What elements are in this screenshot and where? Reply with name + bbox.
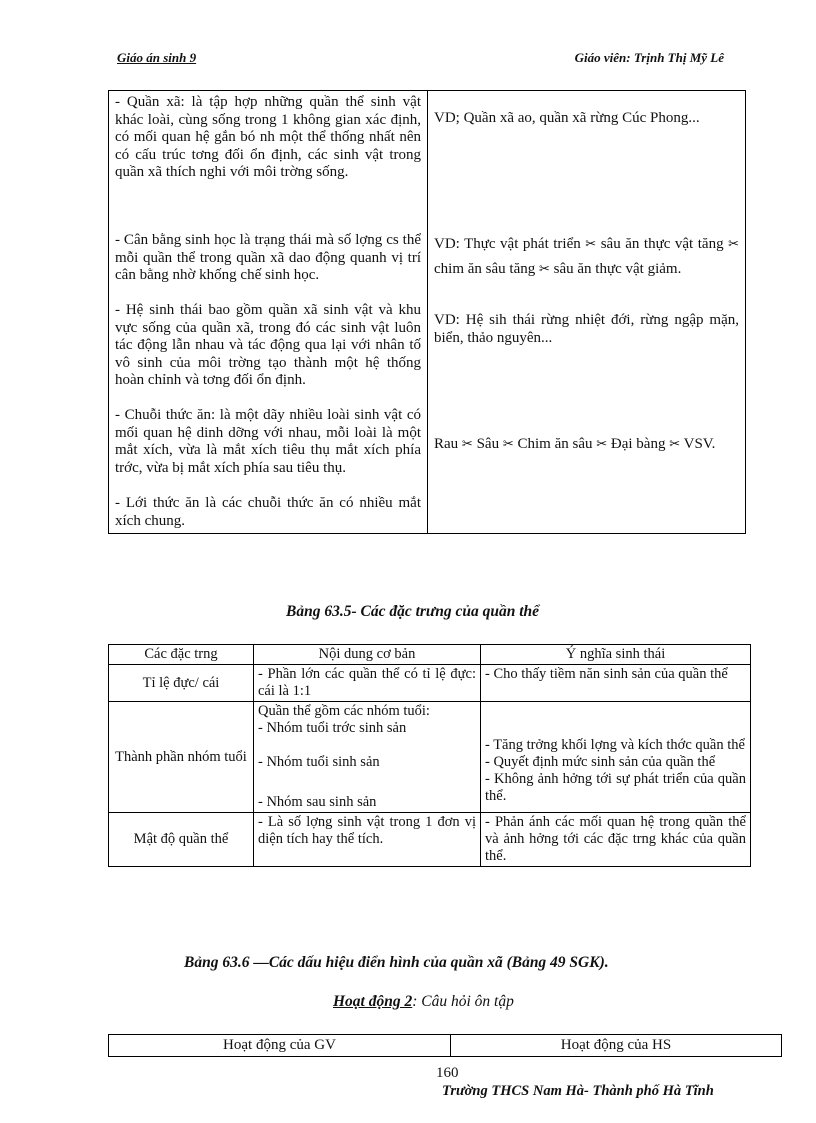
activity-label: Hoạt động 2 <box>333 993 413 1010</box>
ex-can-bang: VD: Thực vật phát triển ✂ sâu ăn thực vật tăng ✂ chim ăn sâu tăng ✂ sâu ăn thực vật giảm. <box>434 236 740 277</box>
population-traits-table <box>108 644 751 867</box>
arrow-icon: ✂ <box>669 437 681 452</box>
activity-table <box>108 1034 782 1057</box>
meaning-age-groups: - Tăng trởng khối lợng và kích thớc quần thể - Quyết định mức sinh sản của quần thể - Không ảnh hởng tới sự phát triển của quần thể. <box>481 702 751 813</box>
arrow-icon: ✂ <box>538 262 550 277</box>
meaning-density: - Phản ánh các mối quan hệ trong quần thể và ảnh hởng tới các đặc trng khác của quần thể. <box>481 813 751 867</box>
trait-sex-ratio: Tỉ lệ đực/ cái <box>109 665 254 702</box>
page-number: 160 <box>436 1065 459 1081</box>
activity-title: : Câu hỏi ôn tập <box>412 993 514 1010</box>
header-right: Giáo viên: Trịnh Thị Mỹ Lê <box>574 50 724 65</box>
trait-age-groups: Thành phần nhóm tuổi <box>109 702 254 813</box>
def-can-bang: - Cân bằng sinh học là trạng thái mà số lợng cs thể mỗi quần thể trong quần xã dao động quanh vị trí cân bằng nhờ khống chế sinh học. <box>115 232 421 284</box>
col-header-meaning: Ý nghĩa sinh thái <box>481 645 751 665</box>
def-luoi-thuc-an: - Lới thức ăn là các chuỗi thức ăn có nhiều mắt xích chung. <box>115 495 421 529</box>
examples-cell <box>428 91 746 534</box>
ex-quan-xa: VD; Quần xã ao, quần xã rừng Cúc Phong... <box>434 110 700 126</box>
meaning-sex-ratio: - Cho thấy tiềm năn sinh sản của quần thể <box>481 665 751 702</box>
ex-he-sinh-thai: VD: Hệ sih thái rừng nhiệt đới, rừng ngập mặn, biển, thảo nguyên... <box>434 312 739 346</box>
content-sex-ratio: - Phần lớn các quần thể có tỉ lệ đực: cái là 1:1 <box>254 665 481 702</box>
activity-heading <box>333 993 514 1011</box>
content-density: - Là số lợng sinh vật trong 1 đơn vị diện tích hay thể tích. <box>254 813 481 867</box>
caption-table-63-5: Bảng 63.5- Các đặc trưng của quần thể <box>286 603 540 620</box>
arrow-icon: ✂ <box>502 437 514 452</box>
ex-chuoi-thuc-an: Rau ✂ Sâu ✂ Chim ăn sâu ✂ Đại bàng ✂ VSV. <box>434 436 716 452</box>
definitions-cell <box>109 91 428 534</box>
def-quan-xa: - Quần xã: là tập hợp những quần thể sinh vật khác loài, cùng sống trong 1 không gian xác định, có mối quan hệ gắn bó nh một thể thống nhất nên có cấu trúc tơng đối ổn định, các sinh vật trong quần xã thích nghi với môi trờng sống. <box>115 94 421 181</box>
trait-density: Mật độ quần thể <box>109 813 254 867</box>
content-age-groups: Quần thể gồm các nhóm tuổi: - Nhóm tuổi trớc sinh sản - Nhóm tuổi sinh sản - Nhóm sau sinh sản <box>254 702 481 813</box>
header-left: Giáo án sinh 9 <box>117 50 197 65</box>
col-header-student: Hoạt động của HS <box>451 1035 782 1057</box>
caption-table-63-6: Bảng 63.6 —Các dấu hiệu điển hình của quần xã (Bảng 49 SGK). <box>184 954 609 971</box>
arrow-icon: ✂ <box>728 237 740 252</box>
col-header-trait: Các đặc trng <box>109 645 254 665</box>
definitions-table <box>108 90 746 534</box>
footer-school: Trường THCS Nam Hà- Thành phố Hà Tĩnh <box>442 1083 714 1099</box>
def-chuoi-thuc-an: - Chuỗi thức ăn: là một dãy nhiều loài sinh vật có mối quan hệ dinh dỡng với nhau, mỗi loài là một mắt xích, vừa là mắt xích tiêu thụ mắt xích phía trớc, vừa bị mắt xích phía sau tiêu thụ. <box>115 407 421 476</box>
arrow-icon: ✂ <box>585 237 597 252</box>
def-he-sinh-thai: - Hệ sinh thái bao gồm quần xã sinh vật và khu vực sống của quần xã, trong đó các sinh vật luôn tác động lẫn nhau và tác động qua lại với nhân tố vô sinh của môi trờng tạo thành một hệ thống hoàn chỉnh và tơng đối ổn định. <box>115 302 421 389</box>
arrow-icon: ✂ <box>596 437 608 452</box>
col-header-content: Nội dung cơ bản <box>254 645 481 665</box>
col-header-teacher: Hoạt động của GV <box>109 1035 451 1057</box>
arrow-icon: ✂ <box>461 437 473 452</box>
